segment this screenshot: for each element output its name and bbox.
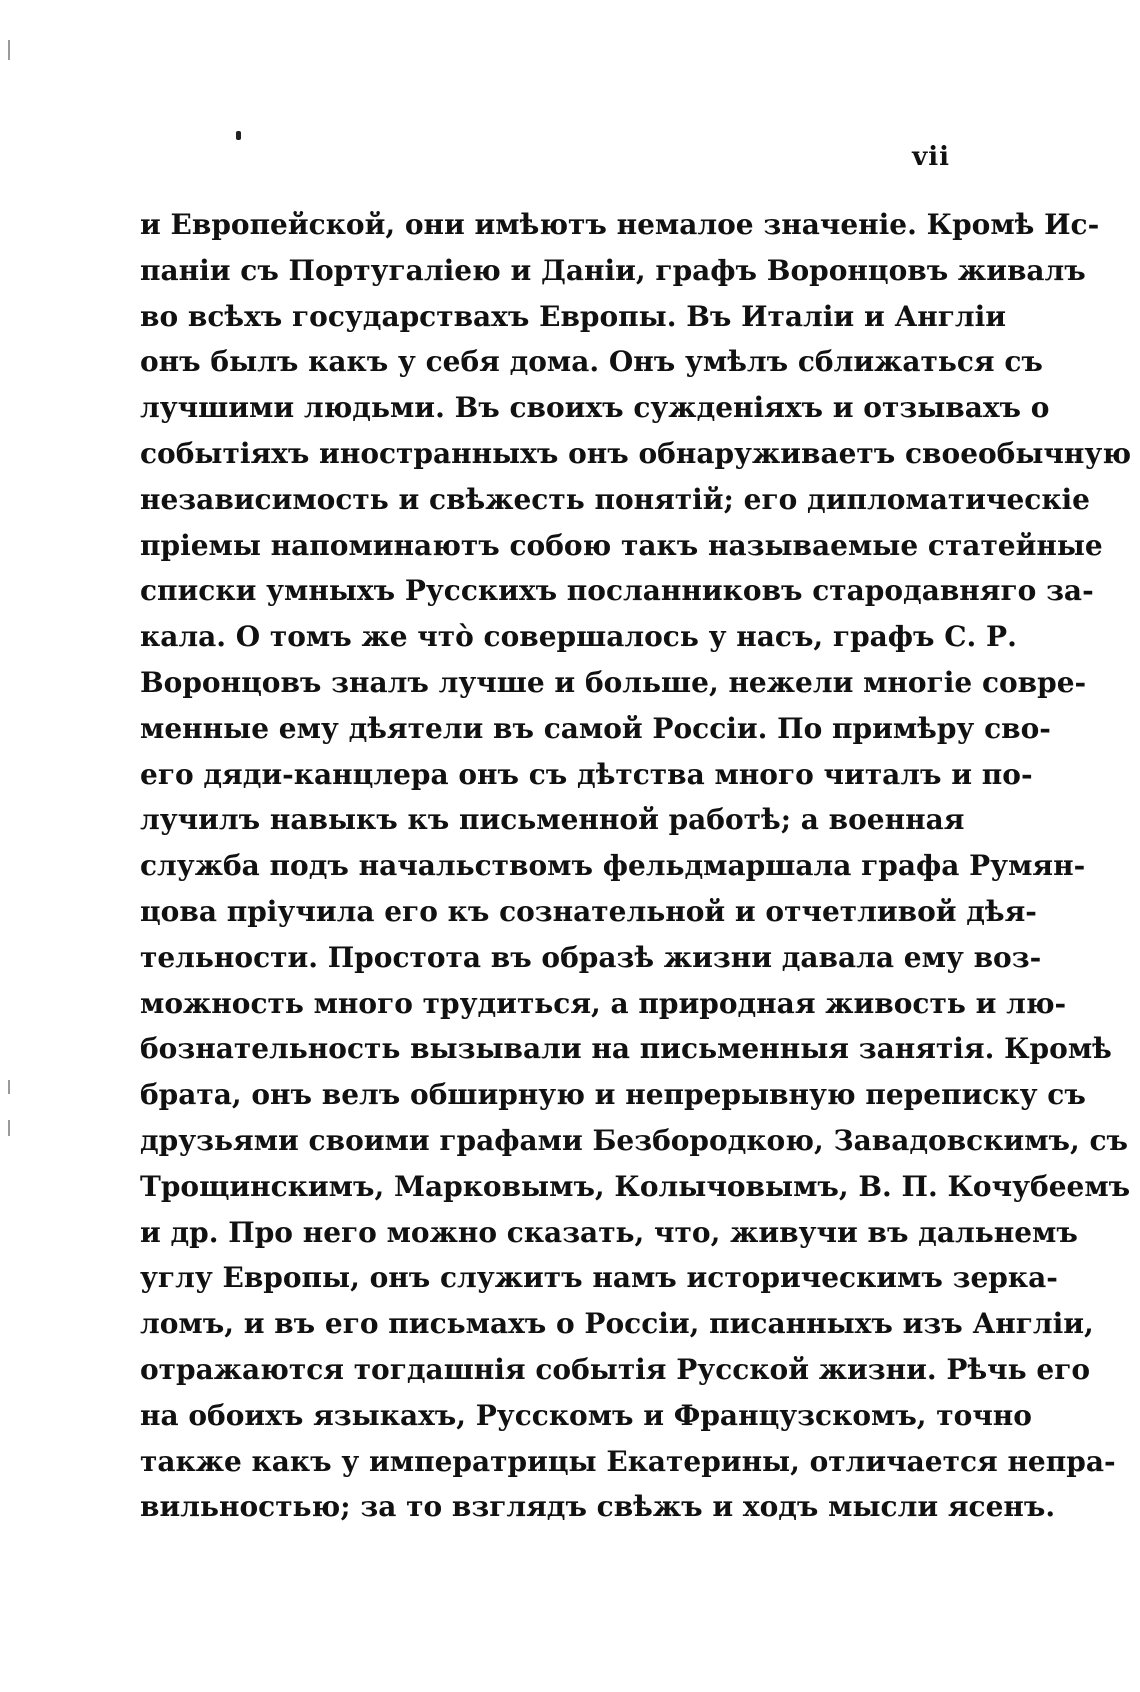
text-line: и др. Про него можно сказать, что, живучи въ дальнемъ: [140, 1215, 1078, 1249]
scan-margin-mark: [8, 40, 10, 60]
ink-speck: [236, 131, 241, 140]
text-line: углу Европы, онъ служитъ намъ историческимъ зерка-: [140, 1261, 1058, 1295]
text-line: лучшими людьми. Въ своихъ сужденіяхъ и отзывахъ о: [140, 391, 1050, 425]
text-line: брата, онъ велъ обширную и непрерывную переписку съ: [140, 1078, 1086, 1112]
page-number: vii: [912, 142, 950, 172]
scan-margin-mark: [8, 1080, 10, 1094]
text-line: на обоихъ языкахъ, Русскомъ и Французскомъ, точно: [140, 1398, 1032, 1432]
text-line: во всѣхъ государствахъ Европы. Въ Италіи и Англіи: [140, 299, 1007, 333]
text-line: отражаются тогдашнія событія Русской жизни. Рѣчь его: [140, 1352, 1091, 1386]
body-text: [140, 202, 1132, 1530]
text-line: независимость и свѣжесть понятій; его дипломатическіе: [140, 482, 1090, 516]
text-line: ломъ, и въ его письмахъ о Россіи, писанныхъ изъ Англіи,: [140, 1307, 1094, 1341]
text-line: его дяди-канцлера онъ съ дѣтства много читалъ и по-: [140, 757, 1033, 791]
text-line: списки умныхъ Русскихъ посланниковъ стародавняго за-: [140, 574, 1094, 608]
text-line: событіяхъ иностранныхъ онъ обнаруживаетъ своеобычную: [140, 436, 1132, 470]
text-line: менные ему дѣятели въ самой Россіи. По примѣру сво-: [140, 711, 1051, 745]
text-line: онъ былъ какъ у себя дома. Онъ умѣлъ сближаться съ: [140, 345, 1043, 379]
text-line: и Европейской, они имѣютъ немалое значеніе. Кромѣ Ис-: [140, 208, 1100, 241]
text-line: Трощинскимъ, Марковымъ, Колычовымъ, В. П. Кочубеемъ: [140, 1169, 1131, 1203]
text-line: можность много трудиться, а природная живость и лю-: [140, 986, 1067, 1020]
text-line: паніи съ Португаліею и Даніи, графъ Воронцовъ живалъ: [140, 253, 1086, 287]
text-line: кала. О томъ же что̀ совершалось у насъ, графъ С. Р.: [140, 620, 1017, 654]
text-line: цова пріучила его къ сознательной и отчетливой дѣя-: [140, 894, 1037, 928]
text-line: друзьями своими графами Безбородкою, Завадовскимъ, съ: [140, 1123, 1129, 1157]
text-line: бознательность вызывали на письменныя занятія. Кромѣ: [140, 1032, 1112, 1066]
text-line: лучилъ навыкъ къ письменной работѣ; а военная: [140, 803, 965, 837]
text-line: Воронцовъ зналъ лучше и больше, нежели многіе совре-: [140, 665, 1087, 699]
text-line: вильностью; за то взглядъ свѣжъ и ходъ мысли ясенъ.: [140, 1490, 1056, 1524]
text-line: служба подъ начальствомъ фельдмаршала графа Румян-: [140, 849, 1086, 883]
text-line: также какъ у императрицы Екатерины, отличается непра-: [140, 1444, 1116, 1478]
text-line: тельности. Простота въ образѣ жизни давала ему воз-: [140, 940, 1042, 974]
text-line: пріемы напоминаютъ собою такъ называемые статейные: [140, 528, 1103, 562]
scan-margin-mark: [8, 1120, 10, 1136]
